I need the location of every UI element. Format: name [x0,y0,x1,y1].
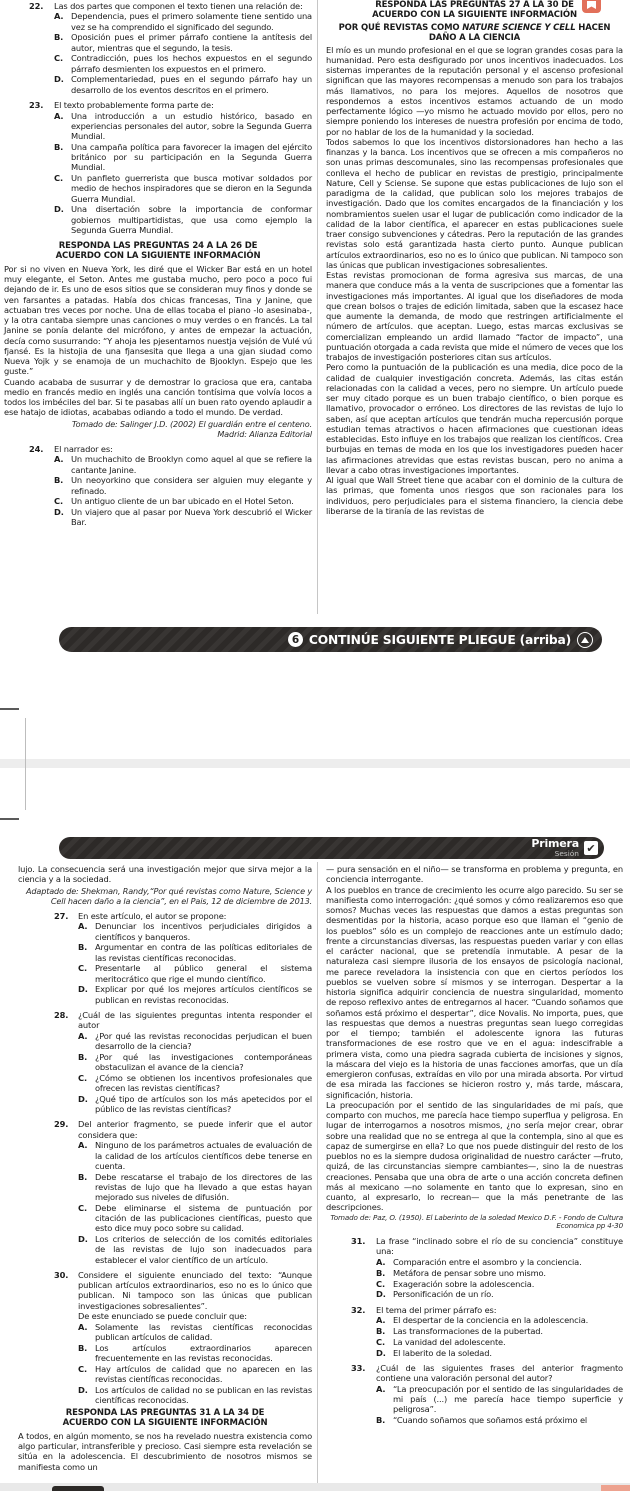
question-number: 22. [29,0,44,11]
question-number: 32. [351,1304,366,1315]
option-letter: A. [54,454,64,465]
option-letter: A. [54,11,64,22]
option-letter: D. [376,1347,386,1358]
question-number: 24. [29,443,44,454]
option-text: Exageración sobre la adolescencia. [393,1278,535,1289]
section-heading: RESPONDA LAS PREGUNTAS 31 A LA 34 DE ACUERDO CON LA SIGUIENTE INFORMACIÓN [62,1408,268,1429]
option-letter: D. [54,507,64,518]
option-letter: D. [78,1384,88,1395]
answer-option [376,1337,623,1347]
option-text: Ninguno de los parámetros actuales de evaluación de la calidad de los artículos científicos debe tenerse en cuenta. [95,1140,312,1171]
option-letter: A. [54,110,64,121]
option-text: Personificación de un río. [393,1289,494,1300]
option-text: ¿Cómo se obtienen los incentivos profesionales que ofrecen las revistas científicas? [95,1072,312,1093]
reading-passage-salinger: Por si no viven en Nueva York, les diré que el Wicker Bar está en un hotel muy elegante, el Seton. Antes me gustaba mucho, pero poco a poco fui dejando de ir. Es uno de esos sitios que se consideran muy finos y donde se ven farsantes a patadas. Había dos chicas francesas, Tina y Janine, que actuaban tres veces por noche. Una de ellas tocaba el piano -lo asesinaba-, y la otra cantaba siempre unas canciones o muy verdes o en francés. La tal Janine se ponía delante del micrófono, y antes de empezar la actuación, decía como susurrando: “Y ahoja les pjesentamos nuestja vejsión de Vulé vú fjansé. Es la histojia de una fjansesita que llega a una gjan siudad como Nueva Yojk y se enamoja de un muchachito de Bjooklyn. Espejo que les guste.” [4,263,312,377]
reading-passage-paz: A los pueblos en trance de crecimiento les ocurre algo parecido. Su ser se manifiesta como interrogación: ¿qué somos y cómo realizaremos eso que somos? Muchas veces las respuestas que damos a estas preguntas son desmentidas por la historia, acaso porque eso que llaman el “genio de los pueblos” sólo es un complejo de reacciones ante un estímulo dado; frente a circunstancias diversas, las respuestas pueden variar y con ellas el carácter nacional, que se pretendía inmutable. A pesar de la naturaleza casi siempre ilusoria de los ensayos de psicología nacional, me parece reveladora la insistencia con que en ciertos períodos los pueblos se vuelven sobre sí mismos y se interrogan. Despertar a la historia significa adquirir conciencia de nuestra singularidad, momento de reposo reflexivo antes de entregarnos al hacer. “Cuando soñamos que soñamos está próximo el despertar”, dice Novalis. No importa, pues, que las respuestas que demos a nuestras preguntas sean luego corregidas por el tiempo; también el adolescente ignora las futuras transformaciones de ese rostro que ve en el agua: indescifrable a primera vista, como una piedra sagrada cubierta de incisiones y signos, la máscara del viejo es la historia de unas facciones amorfas, que un día emergieron confusas, extraídas en vilo por una mirada absorta. Por virtud de esa mirada las facciones se hicieron rostro y, más tarde, máscara, significación, historia. [326,884,623,1100]
page-edge-band [0,759,630,768]
question-stem: Del anterior fragmento, se puede inferir que el autor considera que: [78,1119,312,1140]
option-text: Dependencia, pues el primero solamente tiene sentido una vez se ha comprendido el significado del segundo. [71,11,312,32]
answer-option [78,1364,312,1385]
option-letter: B. [376,1326,386,1337]
option-text: Un antiguo cliente de un bar ubicado en el Hotel Seton. [71,496,294,507]
reading-passage-paz: — pura sensación en el niño— se transforma en problema y pregunta, en conciencia interrogante. [326,864,623,885]
section-heading: RESPONDA LAS PREGUNTAS 24 A LA 26 DE ACUERDO CON LA SIGUIENTE INFORMACIÓN [55,241,261,262]
option-letter: C. [78,963,87,974]
option-text: Una campaña política para favorecer la imagen del ejército británico por su participación en la Segunda Guerra Mundial. [71,141,312,173]
up-arrow-glyph [581,637,589,643]
answer-option [78,1073,312,1094]
reading-passage-paz: La preocupación por el sentido de las singularidades de mi país, que comparto con muchos, me parecía hace tiempo superflua y peligrosa. En lugar de interrogarnos a nosotros mismos, ¿no sería mejor crear, obrar sobre una realidad que no se entrega al que la contempla, sino al que es capaz de sumergirse en ella? Lo que nos puede distinguir del resto de los pueblos no es la siempre dudosa originalidad de nuestro carácter —fruto, quizá, de las circunstancias siempre cambiantes—, sino la de nuestras creaciones. Pensaba que una obra de arte o una acción concreta definen más al mexicano —no solamente en tanto que lo expresan, sino en cuanto, al expresarlo, lo recrean— que la más penetrante de las descripciones. [326,1099,623,1213]
answer-option [78,1172,312,1203]
option-letter: B. [78,1051,88,1062]
bookmark-icon-partial [601,1485,630,1491]
answer-option [376,1257,623,1267]
circled-6-icon: 6 [288,632,303,647]
option-letter: B. [54,32,64,43]
option-text: Los artículos de calidad no se publican en las revistas científicas reconocidas. [95,1384,312,1405]
question-33 [326,1363,623,1426]
article-paragraph: Estas revistas promocionan de forma agresiva sus marcas, de una manera que conduce más a la venta de suscripciones que a fomentar las investigaciones más importantes. Al igual que los diseñadores de moda que crean bolsos o trajes de edición limitada, saben que la escasez hace que aumente la demanda, de modo que restringen artificialmente el número de artículos. que aceptan. Luego, estas marcas exclusivas se comercializan empleando un ardid llamado “factor de impacto”, una puntuación otorgada a cada revista que mide el número de veces que los trabajos de investigación posteriores citan sus artículos. [326,270,623,363]
answer-option [54,74,312,95]
question-number: 31. [351,1236,366,1247]
answer-option [78,963,312,984]
option-text: Hay artículos de calidad que no aparecen en las revistas científicas reconocidas. [95,1363,312,1384]
question-number: 33. [351,1362,366,1373]
question-32 [326,1305,623,1358]
question-number: 23. [29,99,44,110]
continue-bar-label: CONTINÚE SIGUIENTE PLIEGUE (arriba) [308,632,571,647]
answer-option [78,1031,312,1052]
question-stem: El narrador es: [54,443,113,454]
answer-option [376,1348,623,1358]
reading-passage-salinger: Cuando acababa de susurrar y de demostrar lo graciosa que era, cantaba medio en francés medio en inglés una canción tontísima que volvía locos a todos los imbéciles del bar. Si te pasabas allí un buen rato oyendo aplaudir a ese hatajo de idiotas, acababas odiando a todo el mundo. De verdad. [4,376,312,418]
option-text: Explicar por qué los mejores artículos científicos se publican en revistas reconocidas. [95,984,312,1005]
article-paragraph: El mío es un mundo profesional en el que se logran grandes cosas para la humanidad. Pero esta desfigurado por unos incentivos inadecuados. Los sistemas imperantes de la reputación personal y el ascenso profesional significan que las mayores recompensas a menudo son para los trabajos más llamativos, no para los mejores. Aquellos de nosotros que respondemos a estos incentivos estamos actuando de un modo perfectamente lógico —yo mismo he actuado movido por ellos, pero no siempre poniendo los intereses de nuestra profesión por encima de todo, por no hablar de los de la humanidad y la sociedad. [326,44,623,137]
fold-mark [0,818,19,820]
bottom-left-column [18,864,312,1472]
answer-option [376,1315,623,1325]
answer-option [78,984,312,1005]
answer-option [376,1415,623,1425]
option-letter: A. [78,921,88,932]
article-paragraph: Pero como la puntuación de la publicación es una media, dice poco de la calidad de cualquier investigación concreta. Además, las citas están relacionadas con la calidad a veces, pero no siempre. Un artículo puede ser muy citado porque es un buen trabajo científico, o bien porque es llamativo, provocador o erróneo. Los directores de las revistas de lujo lo saben, así que aceptan artículos que tendrán mucha repercusión porque estudian temas atractivos o hacen afirmaciones que cuestionan ideas establecidas. Esto influye en los trabajos que realizan los científicos. Crea burbujas en temas de moda en los que los investigadores pueden hacer las afirmaciones atrevidas que estas revistas buscan, pero no anima a llevar a cabo otras investigaciones importantes. [326,362,623,475]
option-text: Oposición pues el primer párrafo contiene la antítesis del autor, mientras que el segundo, la tesis. [71,32,312,53]
option-text: Los artículos extraordinarios aparecen frecuentemente en las revistas reconocidas. [95,1342,312,1363]
top-left-column [4,0,312,528]
option-letter: D. [54,74,64,85]
options-list [54,11,312,95]
option-text: Una disertación sobre la importancia de conformar gobiernos multipartidistas, que usa como ejemplo la Segunda Guerra Mundial. [71,204,312,235]
answer-option [54,142,312,173]
options-list [78,1322,312,1406]
option-text: Debe eliminarse el sistema de puntuación por citación de las publicaciones científicas, puesto que esto dice muy poco sobre su calidad. [95,1202,312,1234]
question-stem: En este artículo, el autor se propone: [78,910,227,921]
article-continuation: lujo. La consecuencia será una investigación mejor que sirva mejor a la ciencia y a la sociedad. [18,864,312,885]
options-list [54,111,312,236]
question-number: 27. [54,910,69,921]
article-attribution: Adaptado de: Shekman, Randy,“Por qué revistas como Nature, Science y Cell hacen daño a la ciencia”, en el Pais, 12 de diciembre de 2013. [26,885,312,906]
question-27 [18,911,312,1005]
option-letter: D. [78,1093,88,1104]
option-letter: A. [78,1321,88,1332]
option-text: “La preocupación por el sentido de las singularidades de mi país (...) me parecía hace tiempo superficie y peligrosa”. [393,1383,623,1415]
answer-option [78,921,312,942]
answer-option [376,1384,623,1415]
answer-option [54,507,312,528]
passage-attribution: Tomado de: Paz, O. (1950). El Laberinto de la soledad Mexico D.F. - Fondo de Cultura Economica pp 4-30 [330,1212,623,1231]
answer-option [376,1268,623,1278]
answer-option [78,1322,312,1343]
option-text: Un muchachito de Brooklyn como aquel al que se refiere la cantante Janine. [71,454,312,475]
option-text: Argumentar en contra de las políticas editoriales de las revistas científicas reconocidas. [95,942,312,963]
up-arrow-circle-icon [577,632,593,648]
option-letter: C. [54,173,63,183]
option-text: El laberito de la soledad. [393,1347,492,1358]
question-stem: El tema del primer párrafo es: [376,1304,497,1315]
question-28 [18,1010,312,1115]
bookmark-icon[interactable] [582,0,601,13]
option-letter: A. [376,1257,386,1268]
article-title: POR QUÉ REVISTAS COMO NATURE SCIENCE Y CELL HACEN DAÑO A LA CIENCIA [338,22,611,44]
option-letter: B. [78,1342,88,1353]
answer-option [78,942,312,963]
option-letter: C. [78,1363,87,1374]
question-22 [4,1,312,95]
option-text: Comparación entre el asombro y la conciencia. [393,1257,582,1268]
option-text: Los criterios de selección de los comités editoriales de las revistas de lujo son inadecuados para establecer el valor científico de un artículo. [95,1234,312,1265]
question-number: 29. [54,1119,69,1130]
option-text: Solamente las revistas científicas reconocidas publican artículos de calidad. [95,1321,312,1342]
option-letter: B. [78,942,88,953]
question-24 [4,444,312,528]
continue-next-fold-bar [59,627,602,652]
option-text: Presentarle al público general el sistema meritocrático que rige el mundo científico. [95,963,312,984]
passage-attribution: Tomado de: Salinger J.D. (2002) El guardián entre el centeno. Madrid: Alianza Editorial [71,418,312,439]
option-text: Contradicción, pues los hechos expuestos en el segundo párrafo desmienten los expuestos en el primero. [71,53,312,74]
question-31 [326,1236,623,1300]
options-list [376,1315,623,1358]
option-text: ¿Por qué las investigaciones contemporáneas obstaculizan el avance de la ciencia? [95,1051,312,1072]
option-text: Denunciar los incentivos perjudiciales dirigidos a científicos y banqueros. [95,921,312,942]
bottom-right-column [326,864,623,1425]
answer-option [376,1289,623,1299]
fold-mark [0,708,19,710]
option-text: Un neoyorkino que considera ser alguien muy elegante y refinado. [71,475,312,496]
question-stem: ¿Cuál de las siguientes frases del anterior fragmento contiene una valoración personal del autor? [376,1362,623,1384]
question-number: 30. [54,1269,69,1280]
answer-option [78,1094,312,1115]
article-paragraph: Todos sabemos lo que los incentivos distorsionadores han hecho a las finanzas y la banca. Los incentivos que se ofrecen a mis compañeros no son unas primas descomunales, sino las recompensas profesionales que conlleva el hecho de publicar en revistas de prestigio, principalmente Nature, Cell y Sciense. Se supone que estas publicaciones de lujo son el paradigma de la calidad, que publican solo los mejores trabajos de investigación. Dado que los comites encargados de la financiación y los nombramientos suelen usar el lugar de publicación como indicador de la calidad de la labor científica, el aparecer en estas publicaciones suele traer consigo subvenciones y cátedras. Pero la reputación de las grandes revistas solo está garantizada hasta cierto punto. Aunque publican artículos extraordinarios, eso no es lo único que publican. Ni tampoco son las únicas que publican investigaciones sobresalientes. [326,136,623,270]
option-text: Un viajero que al pasar por Nueva York descubrió el Wicker Bar. [71,507,312,528]
option-letter: D. [78,984,88,995]
answer-option [78,1385,312,1406]
options-list [78,921,312,1005]
next-bar-sliver [52,1486,104,1491]
option-letter: C. [54,53,63,64]
option-letter: C. [78,1202,87,1213]
option-letter: A. [376,1383,386,1394]
question-23 [4,100,312,235]
option-text: La vanidad del adolescente. [393,1336,506,1347]
fold-mark [25,718,26,810]
answer-option [78,1234,312,1265]
column-divider [317,0,318,614]
session-label: Primera Sesión [531,837,579,859]
option-letter: C. [54,496,63,507]
option-letter: D. [78,1234,88,1244]
option-letter: A. [376,1315,386,1326]
option-text: Una introducción a un estudio histórico, basado en experiencias personales del autor, sobre la Segunda Guerra Mundial. [71,110,312,141]
answer-option [54,53,312,74]
exam-page-top [0,0,630,656]
answer-option [54,32,312,53]
answer-option [376,1279,623,1289]
question-stem: La frase “inclinado sobre el río de su conciencia” constituye una: [376,1236,623,1257]
options-list [54,454,312,527]
answer-option [78,1140,312,1171]
session-header-bar [59,837,604,859]
option-text: “Cuando soñamos que soñamos está próximo el [393,1415,588,1426]
option-letter: B. [54,141,64,152]
option-letter: B. [376,1415,386,1426]
option-letter: B. [54,475,64,486]
section-heading: RESPONDA LAS PREGUNTAS 27 A LA 30 DE ACUERDO CON LA SIGUIENTE INFORMACIÓN [372,0,577,21]
bookmark-glyph [587,1,596,9]
article-paragraph: Al igual que Wall Street tiene que acabar con el dominio de la cultura de las primas, que fomenta unos riesgos que son racionales para los individuos, pero perjudiciales para el sistema financiero, la ciencia debe liberarse de la tiranía de las revistas de [326,475,623,516]
option-letter: A. [78,1140,88,1151]
answer-option [78,1203,312,1234]
option-text: ¿Qué tipo de artículos son los más apetecidos por el público de las revistas científicas? [95,1093,312,1114]
options-list [376,1384,623,1426]
option-text: Debe rescatarse el trabajo de los directores de las revistas de lujo que ha llevado a que estas hayan mejorado sus niveles de difusión. [95,1171,312,1202]
column-divider [317,862,318,1491]
option-letter: C. [78,1072,87,1083]
answer-option [54,173,312,204]
reading-passage-paz: A todos, en algún momento, se nos ha revelado nuestra existencia como algo particular, intransferible y precioso. Casi siempre esta revelación se sitúa en la adolescencia. El descubrimiento de nosotros mismos se manifiesta como un [18,1430,312,1472]
option-text: Complementariedad, pues en el segundo párrafo hay un desarrollo de los eventos descritos en el primero. [71,74,312,95]
question-stem: ¿Cuál de las siguientes preguntas intenta responder el autor [78,1009,312,1030]
option-letter: D. [376,1289,386,1300]
answer-option [78,1052,312,1073]
answer-option [54,204,312,235]
question-stem: De este enunciado se puede concluir que: [78,1310,247,1321]
option-text: Las transformaciones de la pubertad. [393,1326,543,1337]
question-stem: El texto probablemente forma parte de: [54,99,214,110]
answer-option [54,11,312,32]
option-text: Un panfleto guerrerista que busca motivar soldados por medio de hechos inspiradores que se dieron en la Segunda Guerra Mundial. [71,173,312,204]
answer-option [54,475,312,496]
answer-option [54,496,312,506]
answer-option [54,454,312,475]
question-number: 28. [54,1009,69,1020]
answer-option [54,111,312,142]
answer-option [376,1326,623,1336]
option-letter: B. [78,1171,88,1182]
checkbox-check-icon: ✔ [584,841,598,855]
option-letter: C. [376,1278,385,1289]
exam-page-bottom [0,835,630,1491]
option-letter: A. [78,1030,88,1041]
question-30 [18,1270,312,1405]
option-text: ¿Por qué las revistas reconocidas perjudican el buen desarrollo de la ciencia? [95,1030,312,1051]
question-stem: Considere el siguiente enunciado del texto: “Aunque publican artículos extraordinarios, eso no es lo único que publican. Ni tampoco son las únicas que publican investigaciones sobresalientes”. [78,1269,312,1311]
answer-option [78,1343,312,1364]
question-stem: Las dos partes que componen el texto tienen una relación de: [54,0,303,11]
option-text: El despertar de la conciencia en la adolescencia. [393,1315,589,1326]
option-letter: C. [376,1336,385,1347]
options-list [78,1031,312,1115]
option-letter: B. [376,1267,386,1278]
top-right-column [326,0,623,516]
options-list [376,1257,623,1300]
question-29 [18,1119,312,1265]
options-list [78,1140,312,1265]
option-text: Metáfora de pensar sobre uno mismo. [393,1267,546,1278]
option-letter: D. [54,204,64,215]
